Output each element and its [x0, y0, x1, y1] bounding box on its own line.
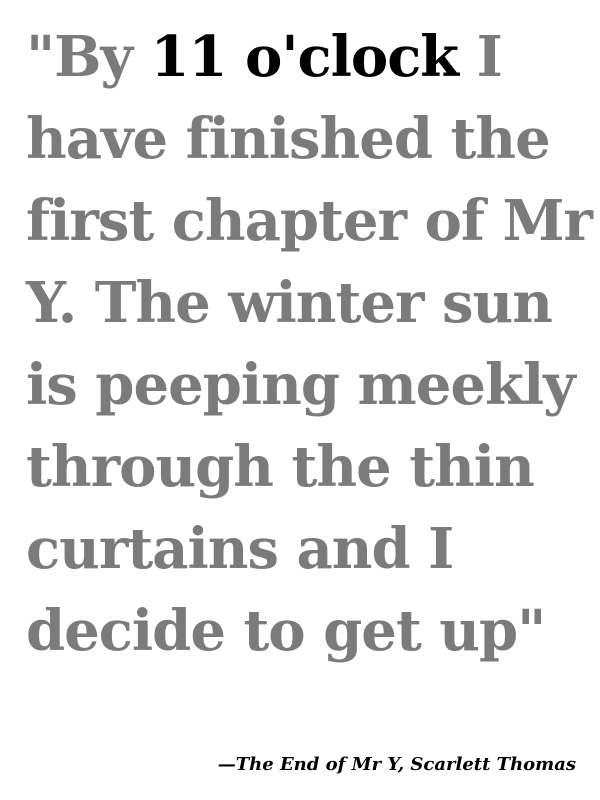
quote-line-6: through the thin: [26, 434, 534, 500]
quote-lead-in: "By: [26, 24, 151, 90]
quote-line-7: curtains and I: [26, 516, 454, 582]
quote-line-8: decide to get up": [26, 598, 546, 664]
quote-line-2: have finished the: [26, 106, 550, 172]
attribution: [218, 752, 576, 778]
quote-lead-out: I: [458, 24, 502, 90]
quote-line-3: first chapter of Mr: [26, 188, 592, 254]
time-highlight: 11 o'clock: [150, 24, 459, 90]
quote-text: [26, 16, 592, 672]
quote-line-1: [26, 16, 586, 98]
attribution-source: The End of Mr Y, Scarlett Thomas: [235, 754, 576, 775]
attribution-dash: —: [217, 754, 236, 775]
quote-line-4: Y. The winter sun: [26, 270, 552, 336]
quote-line-5: is peeping meekly: [26, 352, 575, 418]
